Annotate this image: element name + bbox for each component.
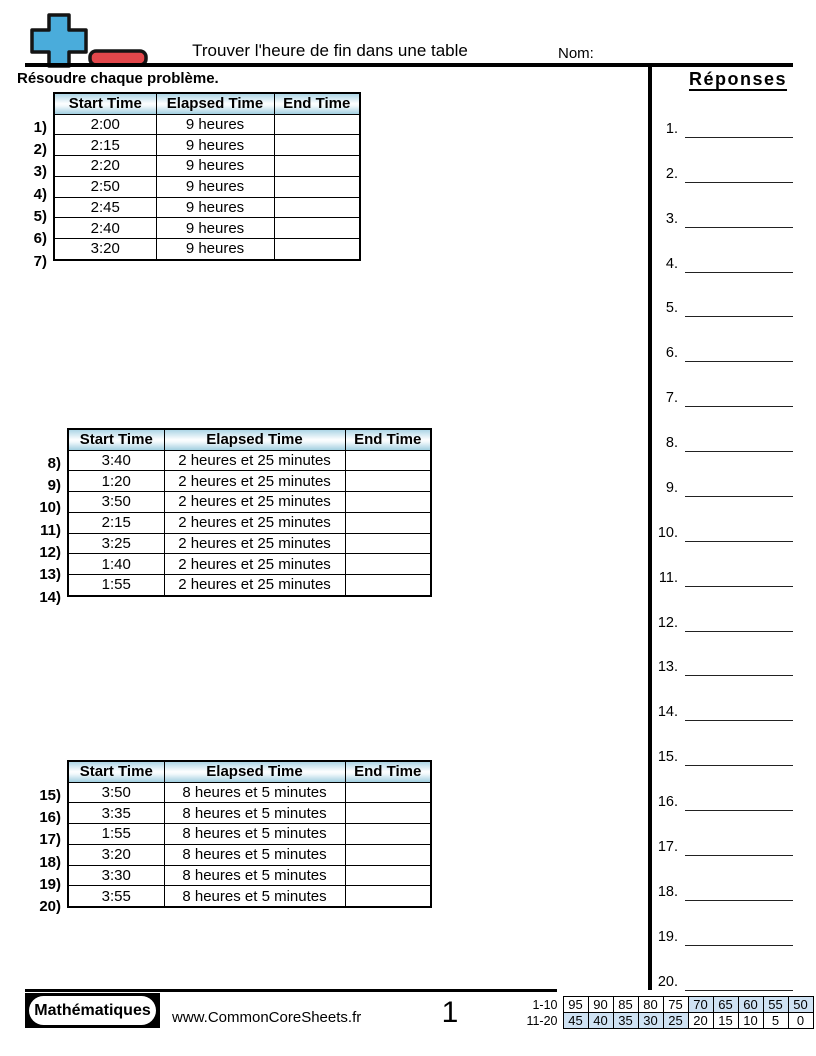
- column-header: Start Time: [68, 429, 164, 450]
- end-time-blank-cell[interactable]: [274, 156, 360, 177]
- problem-numbers-column: [29, 92, 53, 272]
- answer-blank-line[interactable]: [685, 290, 793, 317]
- end-time-blank-cell[interactable]: [345, 533, 431, 554]
- elapsed-time-cell: 2 heures et 25 minutes: [164, 533, 345, 554]
- answer-item: [650, 560, 793, 587]
- column-header: End Time: [274, 93, 360, 114]
- start-time-cell: 2:50: [54, 176, 156, 197]
- website-url: www.CommonCoreSheets.fr: [172, 1009, 362, 1026]
- answer-number: 15.: [657, 749, 678, 766]
- start-time-cell: 3:50: [68, 492, 164, 513]
- answer-number: 18.: [657, 883, 678, 900]
- score-grid-cell: 90: [588, 997, 613, 1013]
- answer-item: [650, 201, 793, 228]
- answer-item: [650, 605, 793, 632]
- elapsed-time-cell: 8 heures et 5 minutes: [164, 824, 345, 845]
- elapsed-time-cell: 2 heures et 25 minutes: [164, 575, 345, 596]
- elapsed-time-cell: 9 heures: [156, 218, 274, 239]
- answer-item: [650, 470, 793, 497]
- table-row: [54, 176, 360, 197]
- answer-item: [650, 874, 793, 901]
- score-grid-range-label: 11-20: [522, 1013, 563, 1029]
- problem-numbers-column: [32, 428, 67, 608]
- problem-number: 14): [39, 588, 61, 606]
- elapsed-time-cell: 8 heures et 5 minutes: [164, 782, 345, 803]
- answer-item: [650, 290, 793, 317]
- elapsed-time-cell: 9 heures: [156, 114, 274, 135]
- answer-number: 5.: [665, 300, 678, 317]
- problem-number: 10): [39, 499, 61, 517]
- answer-number: 20.: [657, 973, 678, 990]
- answer-item: [650, 739, 793, 766]
- start-time-cell: 1:20: [68, 471, 164, 492]
- end-time-blank-cell[interactable]: [345, 803, 431, 824]
- start-time-cell: 3:25: [68, 533, 164, 554]
- elapsed-time-cell: 9 heures: [156, 197, 274, 218]
- answer-number: 10.: [657, 524, 678, 541]
- end-time-blank-cell[interactable]: [345, 865, 431, 886]
- answer-blank-line[interactable]: [685, 156, 793, 183]
- answer-blank-line[interactable]: [685, 111, 793, 138]
- column-header: Elapsed Time: [164, 429, 345, 450]
- start-time-cell: 1:55: [68, 575, 164, 596]
- column-header: End Time: [345, 761, 431, 782]
- end-time-blank-cell[interactable]: [345, 450, 431, 471]
- start-time-cell: 1:55: [68, 824, 164, 845]
- answer-blank-line[interactable]: [685, 605, 793, 632]
- answer-item: [650, 425, 793, 452]
- instructions-text: Résoudre chaque problème.: [17, 70, 219, 87]
- name-label: Nom:: [558, 45, 594, 62]
- table-row: [54, 156, 360, 177]
- answer-number: 11.: [658, 569, 678, 586]
- start-time-cell: 3:30: [68, 865, 164, 886]
- answer-number: 8.: [665, 435, 678, 452]
- table-row: [68, 450, 431, 471]
- problem-number: 7): [33, 252, 47, 270]
- problem-number: 1): [33, 118, 47, 136]
- problem-table-1: [29, 92, 361, 272]
- answer-item: [650, 515, 793, 542]
- end-time-blank-cell[interactable]: [274, 114, 360, 135]
- problem-number: 8): [47, 454, 61, 472]
- problem-number: 19): [39, 876, 61, 894]
- table-row: [68, 865, 431, 886]
- start-time-cell: 3:55: [68, 886, 164, 907]
- header-divider: [25, 63, 793, 67]
- problem-number: 4): [33, 185, 47, 203]
- answer-number: 17.: [657, 838, 678, 855]
- column-header: Start Time: [68, 761, 164, 782]
- problem-number: 3): [33, 163, 47, 181]
- column-header: Elapsed Time: [156, 93, 274, 114]
- answer-blank-line[interactable]: [685, 246, 793, 273]
- problem-number: 13): [39, 566, 61, 584]
- score-grid-cell: 15: [713, 1013, 738, 1029]
- elapsed-time-cell: 2 heures et 25 minutes: [164, 512, 345, 533]
- end-time-blank-cell[interactable]: [274, 218, 360, 239]
- problem-numbers-column: [32, 760, 67, 918]
- score-grid-cell: 0: [788, 1013, 813, 1029]
- start-time-cell: 2:45: [54, 197, 156, 218]
- score-grid-range-label: 1-10: [522, 997, 563, 1013]
- answer-item: [650, 964, 793, 991]
- answer-number: 12.: [657, 614, 678, 631]
- score-grid-cell: 45: [563, 1013, 588, 1029]
- elapsed-time-cell: 9 heures: [156, 176, 274, 197]
- column-header: Elapsed Time: [164, 761, 345, 782]
- answer-blank-line[interactable]: [685, 964, 793, 991]
- problem-number: 16): [39, 809, 61, 827]
- table-row: [54, 114, 360, 135]
- end-time-blank-cell[interactable]: [345, 471, 431, 492]
- answer-blank-line[interactable]: [685, 380, 793, 407]
- problem-number: 20): [39, 898, 61, 916]
- score-grid-cell: 70: [688, 997, 713, 1013]
- score-grid-cell: 40: [588, 1013, 613, 1029]
- answer-blank-line[interactable]: [685, 560, 793, 587]
- elapsed-time-cell: 9 heures: [156, 239, 274, 260]
- end-time-blank-cell[interactable]: [274, 239, 360, 260]
- table-row: [68, 533, 431, 554]
- start-time-cell: 3:20: [68, 844, 164, 865]
- score-grid-cell: 5: [763, 1013, 788, 1029]
- score-grid-cell: 20: [688, 1013, 713, 1029]
- table-row: [68, 824, 431, 845]
- page-number: 1: [441, 996, 459, 1029]
- answer-blank-line[interactable]: [685, 694, 793, 721]
- answer-blank-line[interactable]: [685, 470, 793, 497]
- end-time-blank-cell[interactable]: [345, 492, 431, 513]
- elapsed-time-cell: 2 heures et 25 minutes: [164, 471, 345, 492]
- answer-item: [650, 919, 793, 946]
- start-time-cell: 1:40: [68, 554, 164, 575]
- answer-blank-line[interactable]: [685, 201, 793, 228]
- start-time-cell: 3:35: [68, 803, 164, 824]
- score-grid-cell: 25: [663, 1013, 688, 1029]
- table-row: [54, 218, 360, 239]
- answer-blank-line[interactable]: [685, 784, 793, 811]
- score-grid-cell: 30: [638, 1013, 663, 1029]
- answer-blank-line[interactable]: [685, 515, 793, 542]
- answer-number: 9.: [665, 479, 678, 496]
- answer-item: [650, 784, 793, 811]
- answer-number: 6.: [665, 345, 678, 362]
- elapsed-time-cell: 8 heures et 5 minutes: [164, 803, 345, 824]
- end-time-blank-cell[interactable]: [345, 554, 431, 575]
- answer-number: 3.: [665, 210, 678, 227]
- table-row: [68, 554, 431, 575]
- subject-badge: [25, 993, 160, 1028]
- table-row: [68, 844, 431, 865]
- answer-number: 16.: [657, 794, 678, 811]
- score-grid-cell: 75: [663, 997, 688, 1013]
- answer-item: [650, 335, 793, 362]
- problem-number: 17): [39, 831, 61, 849]
- answer-blank-line[interactable]: [685, 425, 793, 452]
- answer-item: [650, 649, 793, 676]
- problem-number: 11): [40, 521, 61, 539]
- answer-blank-line[interactable]: [685, 335, 793, 362]
- column-header: Start Time: [54, 93, 156, 114]
- problem-number: 15): [39, 786, 61, 804]
- answer-blank-line[interactable]: [685, 829, 793, 856]
- score-grid-cell: 65: [713, 997, 738, 1013]
- elapsed-time-cell: 2 heures et 25 minutes: [164, 554, 345, 575]
- score-grid-cell: 55: [763, 997, 788, 1013]
- answer-blank-line[interactable]: [685, 874, 793, 901]
- table-row: [68, 492, 431, 513]
- score-grid: [522, 996, 814, 1029]
- answers-heading: Réponses: [688, 69, 788, 89]
- problem-number: 9): [47, 477, 61, 495]
- answer-item: [650, 111, 793, 138]
- table-header-row: [54, 93, 360, 114]
- elapsed-time-cell: 8 heures et 5 minutes: [164, 886, 345, 907]
- table-row: [54, 239, 360, 260]
- elapsed-time-cell: 9 heures: [156, 156, 274, 177]
- answer-item: [650, 246, 793, 273]
- table-row: [54, 135, 360, 156]
- end-time-blank-cell[interactable]: [274, 197, 360, 218]
- table-row: [68, 575, 431, 596]
- start-time-cell: 3:20: [54, 239, 156, 260]
- problem-table-2: [32, 428, 432, 608]
- end-time-blank-cell[interactable]: [345, 512, 431, 533]
- score-grid-cell: 60: [738, 997, 763, 1013]
- score-grid-cell: 50: [788, 997, 813, 1013]
- table-row: [68, 512, 431, 533]
- end-time-blank-cell[interactable]: [345, 824, 431, 845]
- answer-item: [650, 694, 793, 721]
- start-time-cell: 2:15: [68, 512, 164, 533]
- answer-number: 13.: [657, 659, 678, 676]
- table-header-row: [68, 761, 431, 782]
- problem-number: 6): [33, 230, 47, 248]
- column-header: End Time: [345, 429, 431, 450]
- subject-badge-label: Mathématiques: [29, 996, 156, 1025]
- score-grid-cell: 10: [738, 1013, 763, 1029]
- start-time-cell: 2:20: [54, 156, 156, 177]
- table-row: [68, 803, 431, 824]
- score-grid-cell: 80: [638, 997, 663, 1013]
- problem-number: 2): [33, 141, 47, 159]
- start-time-cell: 3:40: [68, 450, 164, 471]
- end-time-blank-cell[interactable]: [345, 575, 431, 596]
- elapsed-time-cell: 9 heures: [156, 135, 274, 156]
- end-time-blank-cell[interactable]: [274, 135, 360, 156]
- start-time-cell: 2:40: [54, 218, 156, 239]
- answer-number: 7.: [665, 390, 678, 407]
- table-row: [54, 197, 360, 218]
- start-time-cell: 2:00: [54, 114, 156, 135]
- elapsed-time-cell: 2 heures et 25 minutes: [164, 450, 345, 471]
- answer-number: 19.: [657, 928, 678, 945]
- score-grid-cell: 95: [563, 997, 588, 1013]
- problem-number: 5): [33, 208, 47, 226]
- start-time-cell: 3:50: [68, 782, 164, 803]
- problem-table-3: [32, 760, 432, 918]
- end-time-blank-cell[interactable]: [345, 782, 431, 803]
- answer-blank-line[interactable]: [685, 739, 793, 766]
- answer-blank-line[interactable]: [685, 649, 793, 676]
- table-row: [68, 471, 431, 492]
- elapsed-time-cell: 8 heures et 5 minutes: [164, 865, 345, 886]
- answer-item: [650, 380, 793, 407]
- answer-item: [650, 829, 793, 856]
- score-grid-cell: 85: [613, 997, 638, 1013]
- table-header-row: [68, 429, 431, 450]
- answer-number: 1.: [665, 121, 678, 137]
- answer-number: 14.: [657, 704, 678, 721]
- answer-number: 4.: [665, 255, 678, 272]
- problem-number: 12): [39, 544, 61, 562]
- answer-number: 2.: [665, 165, 678, 182]
- score-grid-row: [522, 1013, 813, 1029]
- elapsed-time-cell: 8 heures et 5 minutes: [164, 844, 345, 865]
- elapsed-time-cell: 2 heures et 25 minutes: [164, 492, 345, 513]
- end-time-blank-cell[interactable]: [345, 844, 431, 865]
- footer-divider: [25, 989, 557, 992]
- page-title: Trouver l'heure de fin dans une table: [192, 41, 468, 60]
- score-grid-row: [522, 997, 813, 1013]
- problem-number: 18): [39, 853, 61, 871]
- start-time-cell: 2:15: [54, 135, 156, 156]
- answer-item: [650, 156, 793, 183]
- table-row: [68, 886, 431, 907]
- end-time-blank-cell[interactable]: [345, 886, 431, 907]
- answer-blank-line[interactable]: [685, 919, 793, 946]
- end-time-blank-cell[interactable]: [274, 176, 360, 197]
- table-row: [68, 782, 431, 803]
- score-grid-cell: 35: [613, 1013, 638, 1029]
